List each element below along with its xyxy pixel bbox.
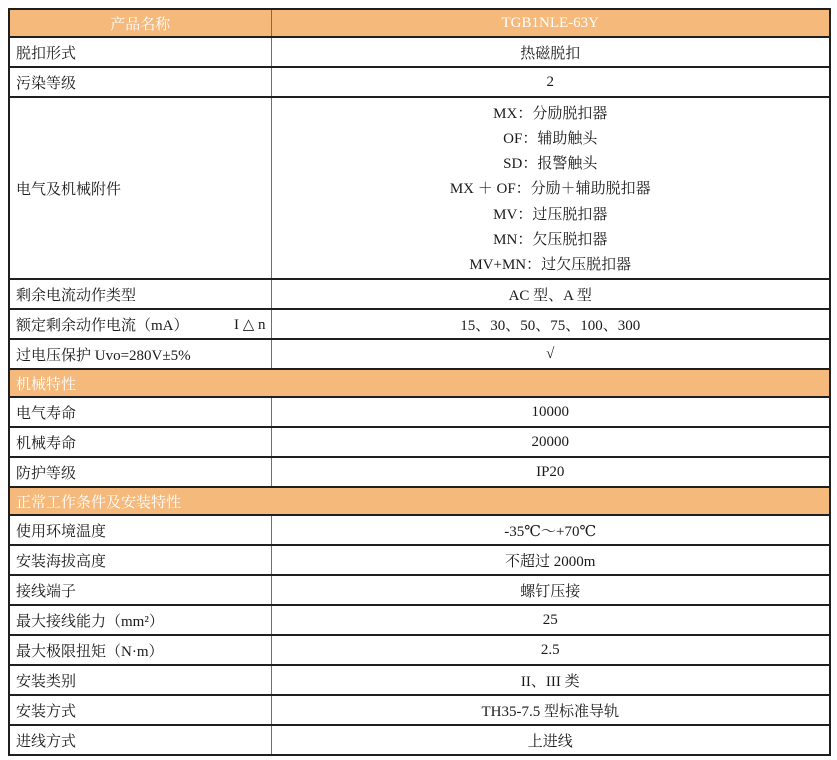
spec-value: AC 型、A 型 [271,279,830,309]
spec-label: 使用环境温度 [9,515,271,545]
spec-value: 15、30、50、75、100、300 [271,309,830,339]
spec-label: 最大极限扭矩（N·m） [9,635,271,665]
row-max-torque [9,635,830,665]
accessory-line: MV：过压脱扣器 [493,206,608,223]
accessory-line: SD：报警触头 [503,156,598,173]
spec-label [9,309,271,339]
spec-value-checkmark: √ [271,339,830,369]
row-incoming-line [9,725,830,755]
row-accessories [9,97,830,279]
spec-label: 进线方式 [9,725,271,755]
spec-value-multiline [271,97,830,279]
row-protection-degree [9,457,830,487]
spec-label: 安装类别 [9,665,271,695]
table-header-row [9,9,830,37]
product-model-header: TGB1NLE-63Y [271,9,830,37]
spec-label: 安装海拔高度 [9,545,271,575]
row-rated-residual-current [9,309,830,339]
row-installation-altitude [9,545,830,575]
spec-label-text: 额定剩余动作电流（mA） [16,317,189,334]
spec-value: 2.5 [271,635,830,665]
row-terminal-type [9,575,830,605]
spec-value: 上进线 [271,725,830,755]
spec-label: 机械寿命 [9,427,271,457]
row-electrical-life [9,397,830,427]
section-header-installation [9,487,830,515]
spec-label: 接线端子 [9,575,271,605]
product-name-header: 产品名称 [9,9,271,37]
spec-label: 剩余电流动作类型 [9,279,271,309]
section-title: 机械特性 [9,369,830,397]
product-spec-table [8,8,831,756]
spec-value: 2 [271,67,830,97]
row-pollution-degree [9,67,830,97]
spec-label: 污染等级 [9,67,271,97]
spec-value: TH35-7.5 型标准导轨 [271,695,830,725]
spec-value: 螺钉压接 [271,575,830,605]
accessory-line: MX ＋ OF：分励＋辅助脱扣器 [449,181,651,198]
spec-label: 过电压保护 Uvo=280V±5% [9,339,271,369]
spec-value: 热磁脱扣 [271,37,830,67]
spec-value: -35℃～+70℃ [271,515,830,545]
row-residual-current-type [9,279,830,309]
spec-value: 不超过 2000m [271,545,830,575]
row-overvoltage-protection [9,339,830,369]
accessory-line: OF：辅助触头 [503,131,598,148]
row-installation-method [9,695,830,725]
accessory-line: MN：欠压脱扣器 [493,231,608,248]
row-ambient-temperature [9,515,830,545]
section-title: 正常工作条件及安装特性 [9,487,830,515]
spec-value: IP20 [271,457,830,487]
row-installation-category [9,665,830,695]
spec-label: 安装方式 [9,695,271,725]
section-header-mechanical [9,369,830,397]
spec-label: 防护等级 [9,457,271,487]
accessory-lines [272,100,830,276]
spec-value: 10000 [271,397,830,427]
spec-label: 电气及机械附件 [9,97,271,279]
spec-label: 最大接线能力（mm²） [9,605,271,635]
spec-value: 25 [271,605,830,635]
accessory-line: MV+MN：过欠压脱扣器 [469,256,632,273]
spec-label-symbol: I △ n [233,316,266,333]
row-max-wiring-capacity [9,605,830,635]
spec-value: 20000 [271,427,830,457]
spec-value: II、III 类 [271,665,830,695]
spec-label: 电气寿命 [9,397,271,427]
accessory-line: MX：分励脱扣器 [493,106,608,123]
row-trip-type [9,37,830,67]
spec-label: 脱扣形式 [9,37,271,67]
row-mechanical-life [9,427,830,457]
